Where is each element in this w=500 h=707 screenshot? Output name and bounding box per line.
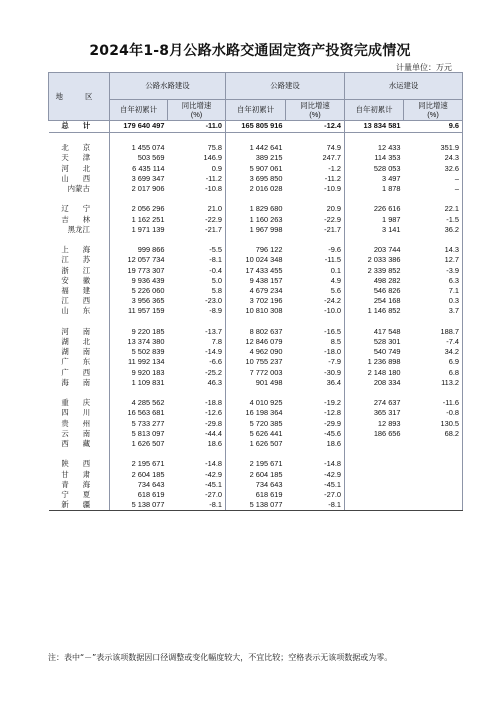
cumulative-cell: 1 442 641 [249,143,283,153]
group-spacer [49,388,463,398]
region-name: 福 建 [49,286,110,296]
table-row [49,439,463,449]
region-name: 安 徽 [49,276,110,286]
cumulative-cell: 186 656 [373,428,401,438]
cumulative-cell: 389 215 [255,153,283,163]
region-name: 上 海 [49,245,110,255]
region-name: 广 西 [49,368,110,378]
group-spacer [49,317,463,327]
growth-cell: -0.4 [168,266,226,276]
cumulative-cell: 9 920 183 [131,367,165,377]
growth-cell: -11.2 [168,174,226,184]
region-name: 辽 宁 [49,204,110,214]
growth-cell: -42.9 [168,470,226,480]
growth-cell: 146.9 [168,153,226,163]
cumulative-cell: 12 057 734 [127,255,165,265]
table-row [49,398,463,408]
cumulative-cell: 3 141 [382,224,401,234]
region-name: 河 北 [49,164,110,174]
growth-cell: 0.9 [168,164,226,174]
growth-cell: 5.6 [286,286,345,296]
table-row [49,286,463,296]
cumulative-cell [345,490,404,500]
region-name: 浙 江 [49,266,110,276]
growth-cell: -9.6 [286,245,345,255]
cumulative-cell: 13 834 581 [345,121,404,133]
cumulative-cell: 618 619 [137,490,165,500]
growth-cell: -8.9 [168,306,226,316]
cumulative-cell [345,470,404,480]
table-row [49,419,463,429]
table-row [49,296,463,306]
group-header-highway-waterway: 公路水路建设 [110,73,226,100]
total-row [49,121,463,133]
growth-cell: 130.5 [404,419,463,429]
growth-cell: 24.3 [404,153,463,163]
region-name: 湖 南 [49,347,110,357]
group-spacer [49,133,463,144]
region-name: 总 计 [49,121,110,133]
growth-cell: – [404,184,463,194]
growth-cell: -45.1 [168,480,226,490]
region-name: 黑龙江 [49,225,110,235]
investment-table [48,72,463,511]
growth-cell: 7.8 [168,337,226,347]
region-name: 山 东 [49,306,110,316]
table-row [49,276,463,286]
table-row [49,266,463,276]
growth-cell: -7.4 [404,337,463,347]
cumulative-cell: 165 805 916 [226,121,286,133]
growth-cell: -11.2 [286,174,345,184]
cumulative-cell: 7 772 003 [249,367,283,377]
cumulative-cell: 540 749 [373,347,401,357]
cumulative-cell [345,500,404,511]
growth-cell: -11.5 [286,255,345,265]
group-spacer [49,194,463,204]
growth-cell: -0.8 [404,408,463,418]
table-row [49,225,463,235]
cumulative-cell: 901 498 [255,377,283,387]
growth-cell: -29.8 [168,419,226,429]
table-row [49,470,463,480]
cumulative-cell: 4 679 234 [249,286,283,295]
growth-cell: – [404,174,463,184]
table-row [49,357,463,367]
cumulative-cell [345,480,404,490]
cumulative-cell: 16 563 681 [127,408,165,418]
region-name: 北 京 [49,143,110,153]
page-title: 2024年1-8月公路水路交通固定资产投资完成情况 [89,43,411,59]
cumulative-cell: 274 637 [373,398,401,408]
region-name: 新 疆 [49,500,110,511]
cumulative-cell: 2 016 028 [249,184,283,193]
growth-cell: -29.9 [286,419,345,429]
growth-cell: -45.6 [286,429,345,439]
cumulative-cell: 498 282 [373,275,401,285]
cumulative-cell: 3 956 365 [131,296,165,306]
cumulative-cell: 5 138 077 [110,500,168,511]
growth-cell: 188.7 [404,327,463,337]
growth-cell: -11.0 [168,121,226,133]
cumulative-cell: 1 971 139 [131,224,165,234]
cumulative-cell: 1 109 831 [131,377,165,387]
cumulative-cell: 4 010 925 [249,398,283,408]
growth-cell: -42.9 [286,470,345,480]
sub-header-cumulative: 自年初累计 [226,100,286,121]
cumulative-cell: 528 053 [373,163,401,173]
growth-cell: 14.3 [404,245,463,255]
region-name: 云 南 [49,429,110,439]
cumulative-cell: 734 643 [255,479,283,489]
table-row [49,429,463,439]
table-row [49,378,463,388]
growth-cell: -10.0 [286,306,345,316]
growth-cell: -23.0 [168,296,226,306]
table-row [49,153,463,163]
table-row [49,459,463,469]
growth-cell: 20.9 [286,204,345,214]
group-header-highway: 公路建设 [226,73,345,100]
growth-cell: -1.2 [286,164,345,174]
growth-cell: -10.9 [286,184,345,194]
table-row [49,490,463,500]
growth-cell [404,459,463,469]
table-row [49,184,463,194]
cumulative-cell: 5 813 097 [131,428,165,438]
growth-cell: -24.2 [286,296,345,306]
growth-cell: -5.5 [168,245,226,255]
growth-cell: -45.1 [286,480,345,490]
region-name: 青 海 [49,480,110,490]
cumulative-cell: 3 702 196 [249,296,283,306]
cumulative-cell: 13 374 380 [127,337,165,346]
cumulative-cell: 2 017 906 [131,184,165,193]
table-row [49,174,463,184]
growth-cell: 0.1 [286,266,345,276]
growth-cell: 9.6 [404,121,463,133]
cumulative-cell: 546 826 [373,286,401,295]
region-name: 西 藏 [49,439,110,449]
cumulative-cell: 179 640 497 [110,121,168,133]
cumulative-cell: 734 643 [137,479,165,489]
region-name: 宁 夏 [49,490,110,500]
region-name: 内蒙古 [49,184,110,194]
growth-cell: 46.3 [168,378,226,388]
cumulative-cell: 16 198 364 [245,408,283,418]
region-name: 广 东 [49,357,110,367]
region-name: 吉 林 [49,215,110,225]
cumulative-cell: 2 604 185 [131,469,165,479]
growth-cell: -30.9 [286,368,345,378]
cumulative-cell: 10 755 237 [245,357,283,367]
sub-header-growth: 同比增速 (%) [404,100,463,121]
cumulative-cell: 5 733 277 [131,418,165,428]
cumulative-cell: 9 936 439 [131,275,165,285]
growth-cell: -8.1 [168,500,226,511]
cumulative-cell: 11 992 134 [128,357,165,367]
cumulative-cell: 5 720 385 [249,418,283,428]
growth-cell: 22.1 [404,204,463,214]
growth-cell: -19.2 [286,398,345,408]
cumulative-cell: 2 604 185 [249,469,283,479]
growth-cell: 18.6 [286,439,345,449]
cumulative-cell: 9 220 185 [131,326,165,336]
cumulative-cell: 5 907 061 [249,163,283,173]
growth-cell: -27.0 [168,490,226,500]
growth-cell: -21.7 [168,225,226,235]
cumulative-cell: 1 626 507 [131,439,165,449]
region-header: 地 区 [49,73,110,121]
growth-cell: -13.7 [168,327,226,337]
cumulative-cell: 1 455 074 [131,143,165,153]
cumulative-cell: 1 146 852 [367,306,401,316]
growth-cell: 21.0 [168,204,226,214]
table-row [49,306,463,316]
growth-cell [404,490,463,500]
growth-cell: 5.8 [168,286,226,296]
region-name: 贵 州 [49,419,110,429]
table-row [49,245,463,255]
growth-cell [404,439,463,449]
table-row [49,480,463,490]
cumulative-cell: 3 699 347 [131,173,165,183]
growth-cell: -12.8 [286,408,345,418]
cumulative-cell: 1 967 998 [249,224,283,234]
cumulative-cell: 3 497 [382,173,401,183]
growth-cell: -10.8 [168,184,226,194]
cumulative-cell: 417 548 [373,326,401,336]
table-row [49,143,463,153]
growth-cell: -21.7 [286,225,345,235]
cumulative-cell: 2 195 671 [249,459,283,469]
growth-cell: -3.9 [404,266,463,276]
cumulative-cell: 1 987 [382,214,401,224]
table-row [49,215,463,225]
growth-cell: -12.6 [168,408,226,418]
cumulative-cell: 8 802 637 [249,326,283,336]
growth-cell: -16.5 [286,327,345,337]
cumulative-cell: 2 148 180 [367,367,401,377]
growth-cell: 7.1 [404,286,463,296]
growth-cell [404,470,463,480]
cumulative-cell: 2 056 296 [131,204,165,214]
growth-cell: 6.8 [404,368,463,378]
cumulative-cell: 4 962 090 [249,347,283,357]
region-name: 陕 西 [49,459,110,469]
cumulative-cell: 999 866 [137,245,165,255]
growth-cell: -8.1 [286,500,345,511]
table-row [49,347,463,357]
growth-cell: 6.3 [404,276,463,286]
growth-cell: 3.7 [404,306,463,316]
cumulative-cell: 1 236 898 [367,357,401,367]
growth-cell: 68.2 [404,429,463,439]
growth-cell: 18.6 [168,439,226,449]
cumulative-cell: 208 334 [373,377,401,387]
cumulative-cell: 796 122 [255,245,283,255]
growth-cell: 247.7 [286,153,345,163]
table-row [49,164,463,174]
cumulative-cell: 10 024 348 [245,255,283,265]
cumulative-cell [345,439,404,449]
growth-cell: 8.5 [286,337,345,347]
growth-cell: -1.5 [404,215,463,225]
sub-header-growth: 同比增速 (%) [286,100,345,121]
cumulative-cell: 10 810 308 [245,306,283,316]
cumulative-cell: 1 162 251 [131,214,165,224]
table-row [49,368,463,378]
table-row [49,204,463,214]
sub-header-cumulative: 自年初累计 [345,100,404,121]
growth-cell: -25.2 [168,368,226,378]
growth-cell: 36.4 [286,378,345,388]
sub-header-growth: 同比增速 (%) [168,100,226,121]
table-row [49,255,463,265]
growth-cell: -12.4 [286,121,345,133]
cumulative-cell: 1 829 680 [249,204,283,214]
footnote: 注：表中“－”表示该项数据因口径调整或变化幅度较大，不宜比较；空格表示无该项数据或为零。 [48,653,393,662]
region-name: 重 庆 [49,398,110,408]
cumulative-cell: 503 569 [137,153,165,163]
growth-cell: -14.8 [286,459,345,469]
group-spacer [49,449,463,459]
growth-cell: 74.9 [286,143,345,153]
growth-cell: 5.0 [168,276,226,286]
growth-cell: 6.9 [404,357,463,367]
cumulative-cell: 5 626 441 [249,428,283,438]
cumulative-cell: 5 226 060 [131,286,165,295]
growth-cell: -18.8 [168,398,226,408]
table-row [49,408,463,418]
region-name: 湖 北 [49,337,110,347]
cumulative-cell: 226 616 [373,204,401,214]
growth-cell: 34.2 [404,347,463,357]
growth-cell: -22.9 [286,215,345,225]
region-name: 天 津 [49,153,110,163]
growth-cell: -8.1 [168,255,226,265]
growth-cell: 4.9 [286,276,345,286]
region-name: 山 西 [49,174,110,184]
cumulative-cell: 1 160 263 [249,214,283,224]
cumulative-cell: 1 878 [382,184,401,193]
group-spacer [49,235,463,245]
table-row [49,337,463,347]
cumulative-cell: 11 957 159 [128,306,165,316]
cumulative-cell: 528 301 [373,337,401,346]
growth-cell: -6.6 [168,357,226,367]
cumulative-cell: 12 846 079 [245,337,283,346]
cumulative-cell: 365 317 [373,408,401,418]
cumulative-cell: 12 433 [377,143,401,153]
region-name: 甘 肃 [49,470,110,480]
cumulative-cell: 17 433 455 [245,265,283,275]
cumulative-cell: 1 626 507 [249,439,283,449]
table-row [49,327,463,337]
sub-header-cumulative: 自年初累计 [110,100,168,121]
region-name: 江 西 [49,296,110,306]
cumulative-cell: 114 353 [374,153,401,163]
cumulative-cell: 203 744 [373,245,401,255]
cumulative-cell: 12 893 [377,418,401,428]
group-header-waterway: 水运建设 [345,73,463,100]
growth-cell: 32.6 [404,164,463,174]
growth-cell: -14.9 [168,347,226,357]
region-name: 海 南 [49,378,110,388]
cumulative-cell [345,459,404,469]
growth-cell: -44.4 [168,429,226,439]
growth-cell [404,480,463,490]
cumulative-cell: 2 339 852 [367,265,401,275]
growth-cell [404,500,463,511]
cumulative-cell: 9 438 157 [249,275,283,285]
cumulative-cell: 2 033 386 [367,255,401,265]
region-name: 四 川 [49,408,110,418]
growth-cell: -18.0 [286,347,345,357]
region-name: 河 南 [49,327,110,337]
growth-cell: -22.9 [168,215,226,225]
growth-cell: 351.9 [404,143,463,153]
growth-cell: 12.7 [404,255,463,265]
cumulative-cell: 618 619 [255,490,283,500]
cumulative-cell: 4 285 562 [131,398,165,408]
growth-cell: -11.6 [404,398,463,408]
cumulative-cell: 5 502 839 [131,347,165,357]
growth-cell: 36.2 [404,225,463,235]
growth-cell: -14.8 [168,459,226,469]
growth-cell: 113.2 [404,378,463,388]
cumulative-cell: 6 435 114 [132,163,165,173]
cumulative-cell: 2 195 671 [131,459,165,469]
growth-cell: 75.8 [168,143,226,153]
cumulative-cell: 254 168 [373,296,401,306]
cumulative-cell: 5 138 077 [226,500,286,511]
region-name: 江 苏 [49,255,110,265]
cumulative-cell: 3 695 850 [249,173,283,183]
growth-cell: -7.9 [286,357,345,367]
table-body [49,121,463,511]
cumulative-cell: 19 773 307 [127,265,165,275]
table-row [49,500,463,511]
growth-cell: 0.3 [404,296,463,306]
growth-cell: -27.0 [286,490,345,500]
unit-label: 计量单位：万元 [396,63,452,72]
